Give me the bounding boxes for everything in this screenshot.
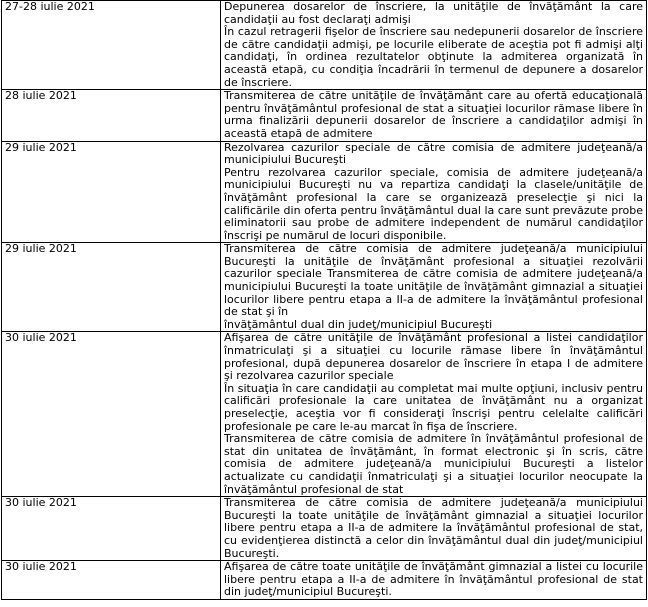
date-cell: 30 iulie 2021: [2, 561, 221, 600]
description-paragraph: Depunerea dosarelor de înscriere, la unităţile de învăţământ la care candidaţii au fost declaraţi admişi: [224, 0, 643, 26]
description-paragraph: Afişarea de către toate unităţile de învăţământ gimnazial a listei cu locurile libere pentru etapa a II-a de admitere în învăţământul profesional de stat din judeţ/municipiul Bucureşti.: [224, 560, 643, 599]
description-paragraph: În situaţia în care candidaţii au completat mai multe opţiuni, inclusiv pentru calificări profesionale la care unitatea de învăţământ nu a organizat preselecţie, aceştia vor fi consideraţi înscrişi pentru celelalte calificări profesionale pe care le-au marcat în fişa de înscriere.: [224, 381, 643, 433]
description-paragraph: În cazul retragerii fişelor de înscriere sau nedepunerii dosarelor de înscriere de către candidaţii admişi, pe locurile eliberate de aceştia pot fi admişi alţi candidaţi, în ordinea rezultatelor obţinute la admiterea organizată în această etapă, cu condiţia încadrării în termenul de depunere a dosarelor de înscriere.: [224, 25, 643, 89]
description-cell: [221, 141, 647, 243]
date-cell: 28 iulie 2021: [2, 90, 221, 141]
description-paragraph: învăţământul dual din judeţ/municipiul Bucureşti: [224, 317, 493, 331]
table-row: [2, 332, 647, 497]
description-cell: [221, 90, 647, 141]
description-cell: [221, 561, 647, 600]
admission-schedule-table: [1, 0, 647, 600]
description-cell: [221, 497, 647, 561]
description-paragraph: Afişarea de către unităţile de învăţământ profesional a listei candidaţilor înmatriculaţi şi a situaţiei cu locurile rămase libere în învăţământul profesional, după depunerea dosarelor de înscriere în etapa I de admitere şi rezolvarea cazurilor speciale: [224, 331, 643, 383]
table-row: [2, 141, 647, 243]
table-row: [2, 561, 647, 600]
description-paragraph: Pentru rezolvarea cazurilor speciale, comisia de admitere judeţeană/a municipiului Bucureşti nu va repartiza candidaţi la clasele/unităţile de învăţământ profesional la care se organizează preselecţie şi nici la calificările din oferta pentru învăţământul dual la care sunt prevăzute probe eliminatorii sau probe de admitere independent de numărul candidaţilor înscrişi pe numărul de locuri disponibile.: [224, 165, 643, 242]
description-paragraph: Rezolvarea cazurilor speciale de către comisia de admitere judeţeană/a municipiului Bucureşti: [224, 140, 643, 167]
date-cell: 30 iulie 2021: [2, 332, 221, 497]
description-cell: [221, 243, 647, 332]
description-paragraph: Transmiterea de către comisia de admitere judeţeană/a municipiului Bucureşti la unităţile de învăţământ profesional a situaţiei rezolvării cazurilor speciale Transmiterea de către comisia de admitere judeţeană/a municipiului Bucureşti la toate unităţile de învăţământ gimnazial a situaţiei locurilor libere pentru etapa a II-a de admitere la învăţământul profesional de stat şi în: [224, 242, 643, 319]
table-row: [2, 497, 647, 561]
date-cell: 27-28 iulie 2021: [2, 1, 221, 90]
date-cell: 29 iulie 2021: [2, 141, 221, 243]
description-paragraph: Transmiterea de către comisia de admitere în învăţământul profesional de stat din unitatea de învăţământ, în format electronic şi în scris, către comisia de admitere judeţeană/a municipiului Bucureşti a listelor actualizate cu candidaţii înmatriculaţi şi a situaţiei locurilor neocupate la învăţământul profesional de stat: [224, 432, 643, 496]
date-cell: 30 iulie 2021: [2, 497, 221, 561]
description-paragraph: Transmiterea de către comisia de admitere judeţeană/a municipiului Bucureşti la toate unităţile de învăţământ gimnazial a situaţiei locurilor libere pentru etapa a II-a de admitere la învăţământul profesional de stat, cu evidenţierea distinctă a celor din învăţământul dual din judeţ/municipiul Bucureşti.: [224, 496, 643, 560]
table-row: [2, 90, 647, 141]
date-cell: 29 iulie 2021: [2, 243, 221, 332]
table-row: [2, 243, 647, 332]
description-cell: [221, 332, 647, 497]
description-paragraph: Transmiterea de către unităţile de învăţământ care au ofertă educaţională pentru învăţământul profesional de stat a situaţiei locurilor rămase libere în urma finalizării depunerii dosarelor de înscriere a candidaţilor admişi în această etapă de admitere: [224, 89, 643, 140]
table-row: [2, 1, 647, 90]
description-cell: [221, 1, 647, 90]
